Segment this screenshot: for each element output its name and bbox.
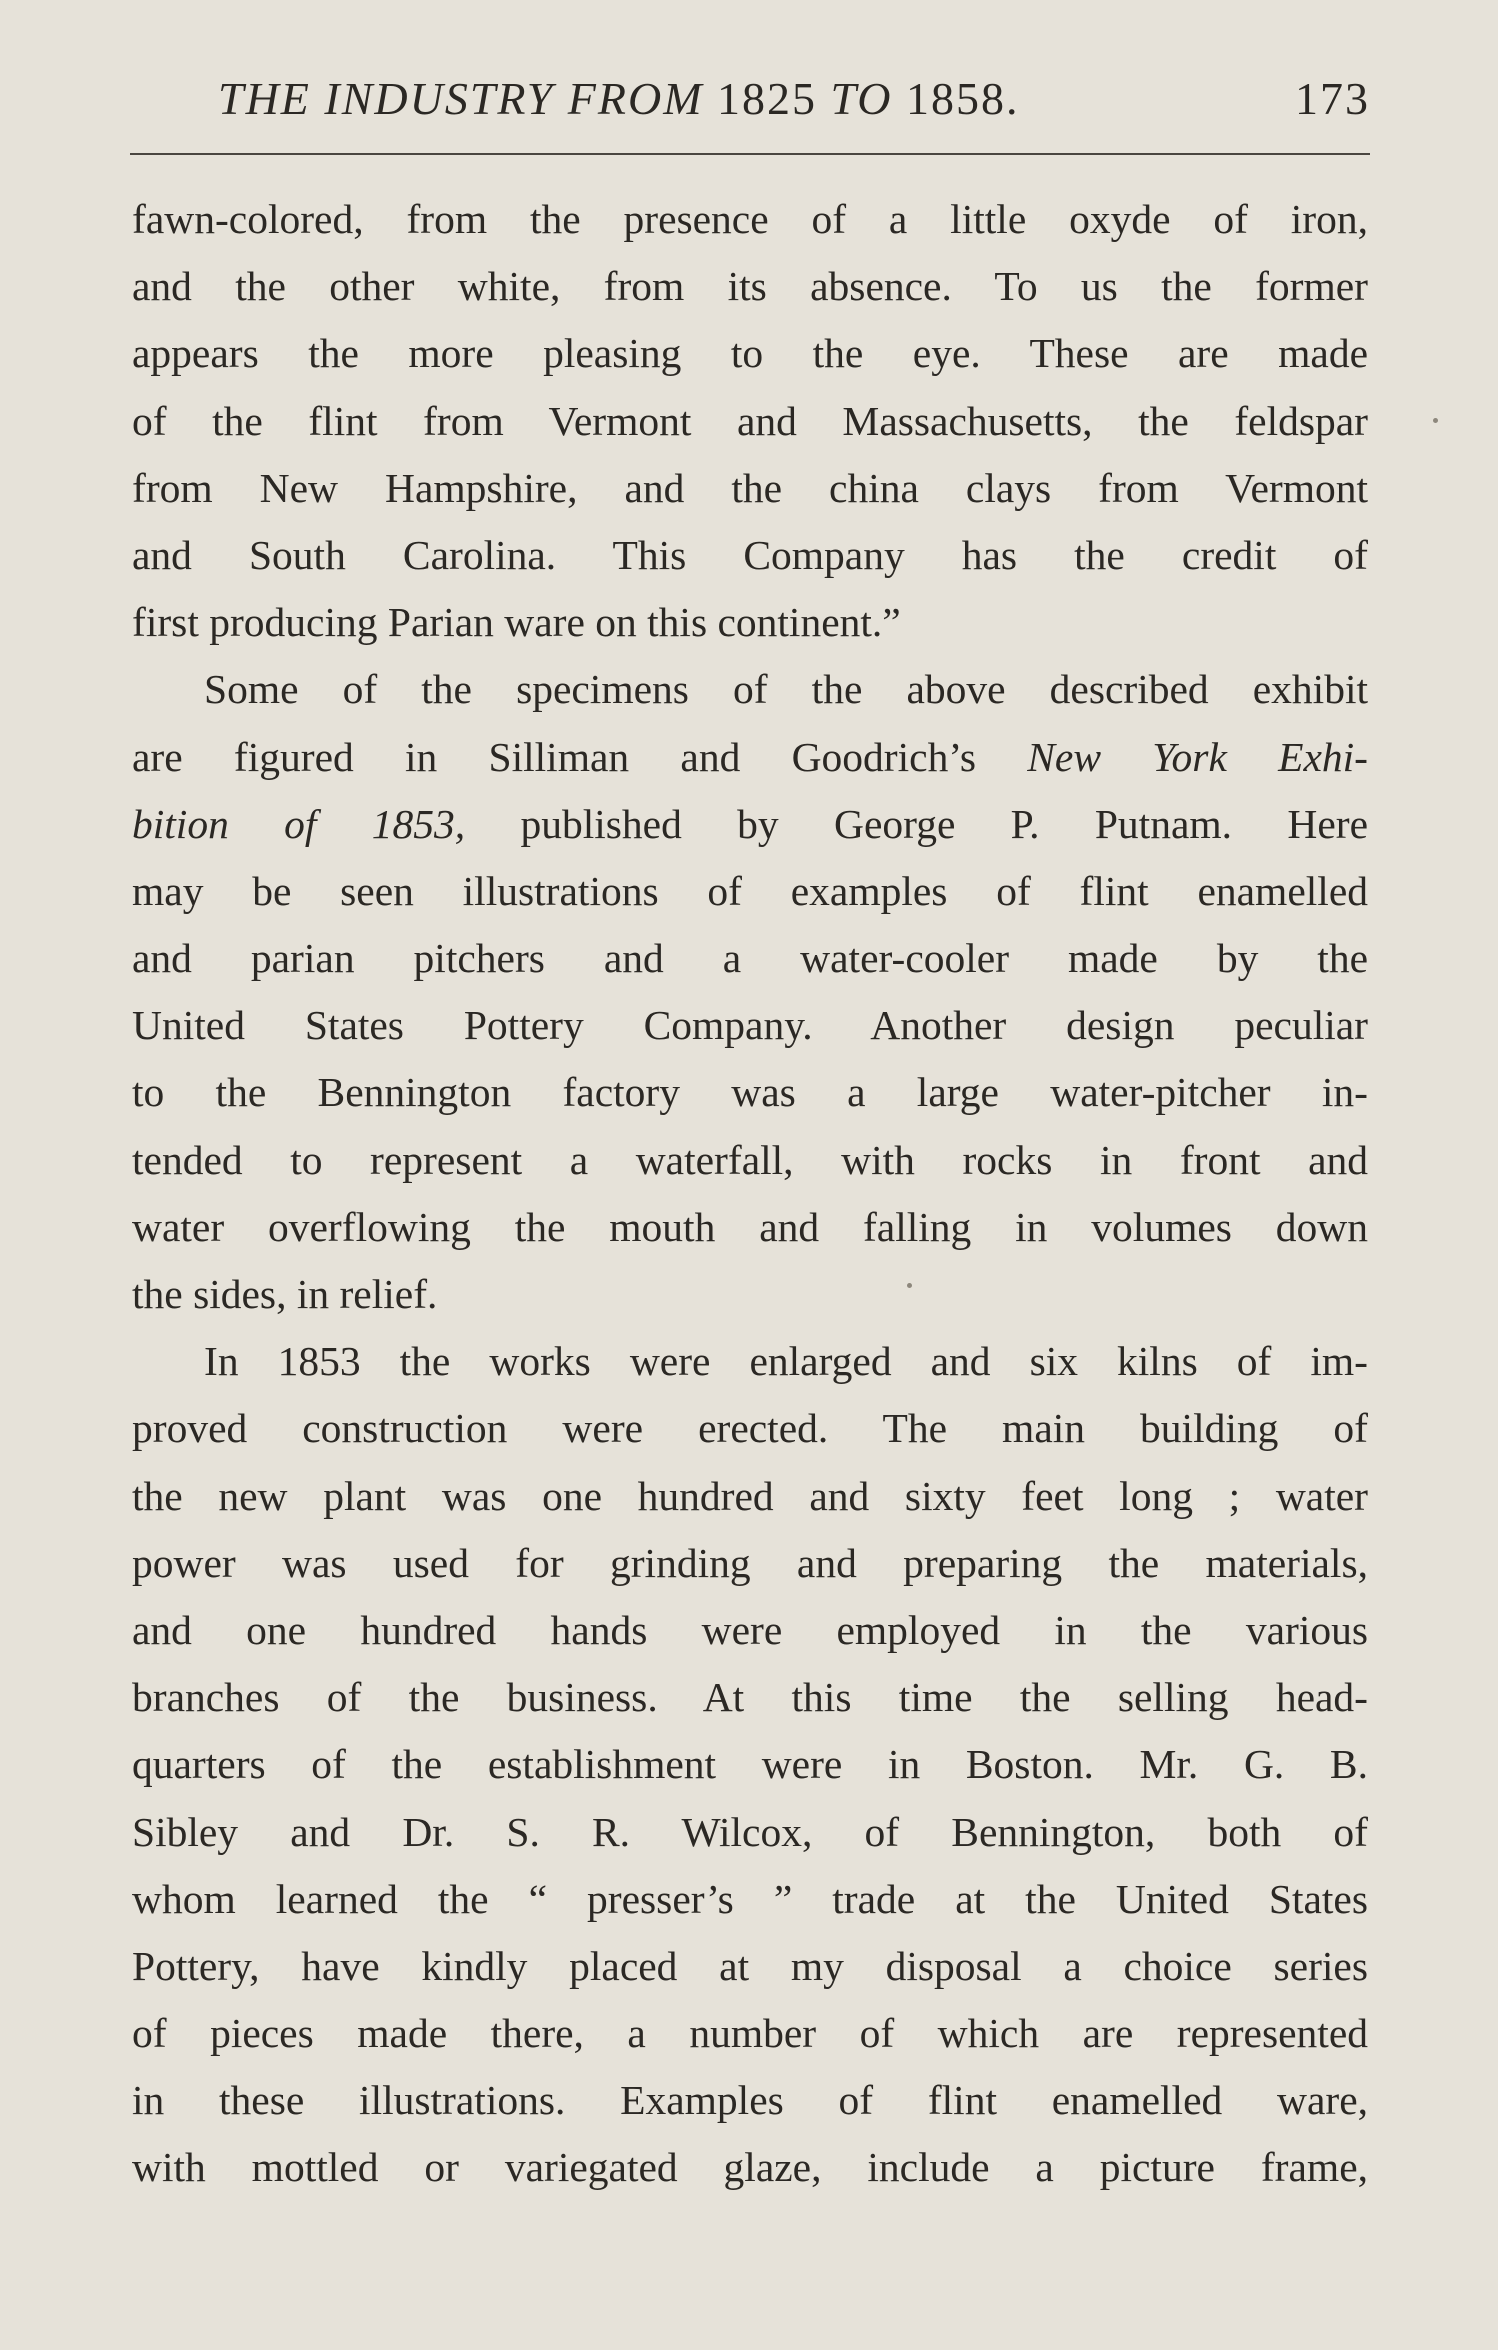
text-line: and parian pitchers and a water-cooler made by the bbox=[132, 935, 1368, 982]
text-line: fawn-colored, from the presence of a little oxyde of iron, bbox=[132, 196, 1368, 242]
text-line: power was used for grinding and preparing the materials, bbox=[132, 1539, 1368, 1586]
text-line bbox=[132, 791, 1368, 858]
text-line: In 1853 the works were enlarged and six kilns of im- bbox=[204, 1338, 1368, 1385]
body-text bbox=[132, 186, 1368, 2202]
text-line: and South Carolina. This Company has the credit of bbox=[132, 531, 1368, 578]
text-line: and one hundred hands were employed in the various bbox=[132, 1606, 1368, 1653]
text-line: and the other white, from its absence. To us the former bbox=[132, 263, 1368, 310]
text-line: United States Pottery Company. Another design peculiar bbox=[132, 1002, 1368, 1049]
paragraph-1 bbox=[132, 186, 1368, 656]
text-run: are figured in Silliman and Goodrich’s bbox=[132, 733, 1028, 780]
running-head-title bbox=[218, 72, 1020, 125]
text-line: the sides, in relief. bbox=[132, 1271, 438, 1317]
paper-speck bbox=[1433, 418, 1438, 423]
running-head-title-part-3: TO bbox=[830, 73, 893, 124]
text-line: the new plant was one hundred and sixty feet long ; water bbox=[132, 1472, 1368, 1519]
header-rule bbox=[130, 153, 1370, 155]
text-line: water overflowing the mouth and falling in volumes down bbox=[132, 1203, 1368, 1250]
text-line: branches of the business. At this time the selling head- bbox=[132, 1674, 1368, 1721]
paragraph-3 bbox=[132, 1328, 1368, 2201]
text-line: whom learned the “ presser’s ” trade at the United States bbox=[132, 1875, 1368, 1922]
text-line: of the flint from Vermont and Massachusetts, the feldspar bbox=[132, 397, 1368, 444]
text-line: Some of the specimens of the above described exhibit bbox=[204, 666, 1368, 713]
text-line: with mottled or variegated glaze, include a picture frame, bbox=[132, 2144, 1368, 2191]
text-line bbox=[132, 724, 1368, 791]
text-line: proved construction were erected. The main building of bbox=[132, 1405, 1368, 1452]
text-line: Pottery, have kindly placed at my disposal a choice series bbox=[132, 1942, 1368, 1989]
text-line: of pieces made there, a number of which are represented bbox=[132, 2010, 1368, 2057]
book-title-italic: New York Exhi- bbox=[1027, 733, 1368, 780]
text-line: in these illustrations. Examples of flint enamelled ware, bbox=[132, 2077, 1368, 2124]
text-line: appears the more pleasing to the eye. These are made bbox=[132, 330, 1368, 377]
text-line: from New Hampshire, and the china clays from Vermont bbox=[132, 464, 1368, 511]
text-line: to the Bennington factory was a large water-pitcher in- bbox=[132, 1069, 1368, 1116]
text-line: may be seen illustrations of examples of flint enamelled bbox=[132, 867, 1368, 914]
text-line: quarters of the establishment were in Boston. Mr. G. B. bbox=[132, 1741, 1368, 1788]
text-run: published by George P. Putnam. Here bbox=[465, 800, 1368, 847]
text-line: first producing Parian ware on this continent.” bbox=[132, 599, 901, 646]
text-line: tended to represent a waterfall, with rocks in front and bbox=[132, 1136, 1368, 1183]
page-number: 173 bbox=[1295, 73, 1370, 124]
book-title-italic: bition of 1853, bbox=[132, 800, 466, 847]
running-head-title-part-1: THE INDUSTRY FROM bbox=[218, 73, 704, 124]
running-head bbox=[130, 72, 1370, 142]
text-line: Sibley and Dr. S. R. Wilcox, of Bennington, both of bbox=[132, 1808, 1368, 1855]
running-head-title-part-4: 1858. bbox=[892, 73, 1020, 124]
running-head-title-part-2: 1825 bbox=[703, 73, 831, 124]
paper-speck bbox=[907, 1283, 912, 1288]
paragraph-2 bbox=[132, 656, 1368, 1328]
